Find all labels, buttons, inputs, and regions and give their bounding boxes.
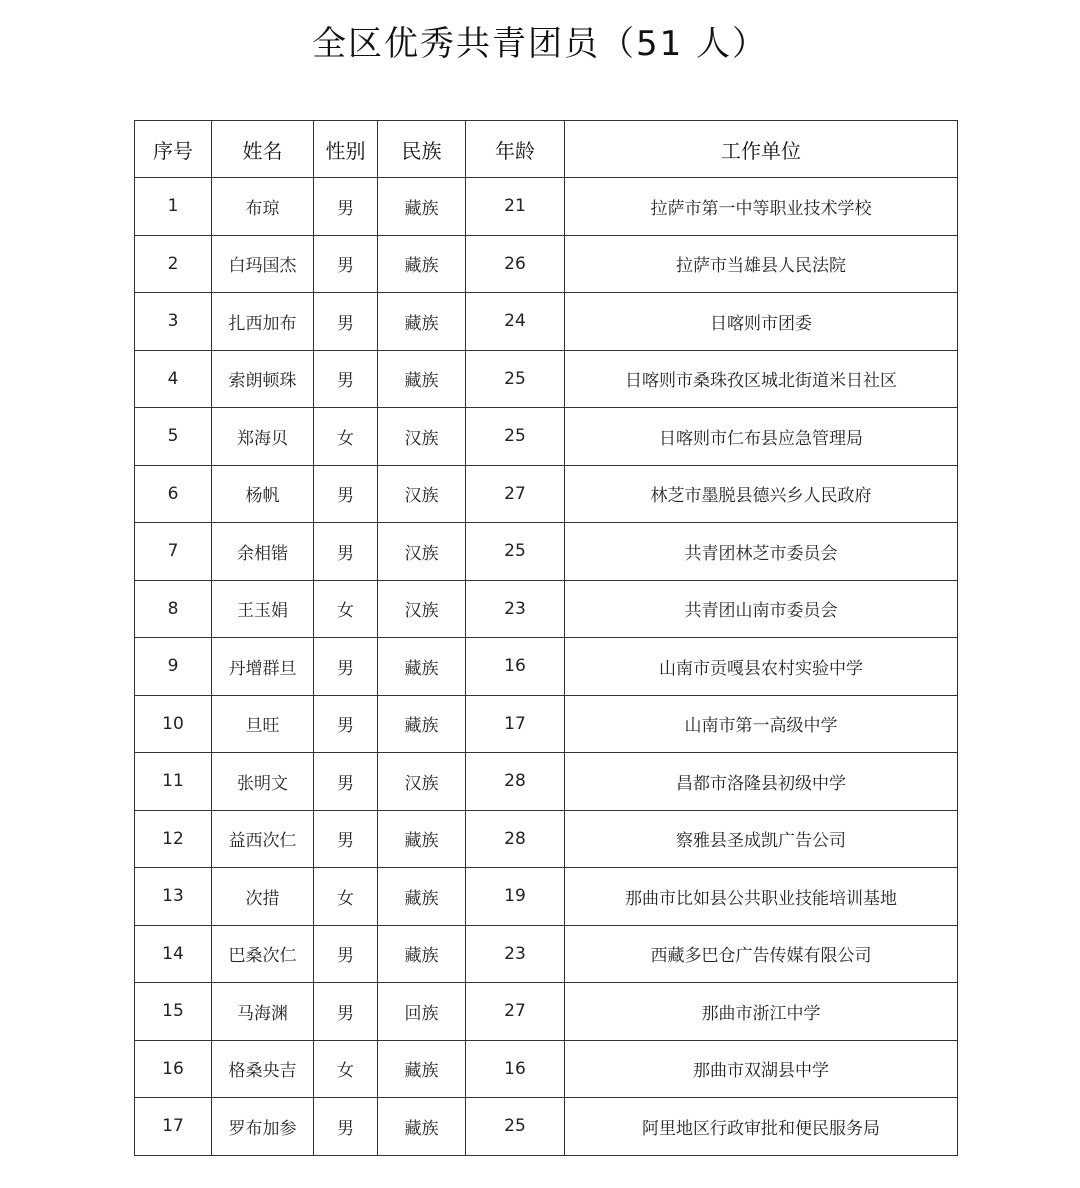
cell-age: 28 bbox=[466, 753, 565, 811]
member-table bbox=[134, 120, 958, 1156]
cell-workplace: 日喀则市仁布县应急管理局 bbox=[565, 408, 958, 466]
cell-workplace: 拉萨市当雄县人民法院 bbox=[565, 235, 958, 293]
cell-workplace: 山南市贡嘎县农村实验中学 bbox=[565, 638, 958, 696]
cell-index: 7 bbox=[135, 523, 212, 581]
cell-name: 杨帆 bbox=[212, 465, 314, 523]
cell-name: 马海渊 bbox=[212, 983, 314, 1041]
cell-ethnicity: 藏族 bbox=[378, 868, 466, 926]
table-header-row bbox=[135, 121, 958, 178]
cell-ethnicity: 回族 bbox=[378, 983, 466, 1041]
cell-name: 索朗顿珠 bbox=[212, 350, 314, 408]
cell-ethnicity: 汉族 bbox=[378, 523, 466, 581]
table-row bbox=[135, 235, 958, 293]
cell-workplace: 西藏多巴仓广告传媒有限公司 bbox=[565, 925, 958, 983]
cell-name: 王玉娟 bbox=[212, 580, 314, 638]
table-row bbox=[135, 350, 958, 408]
cell-ethnicity: 藏族 bbox=[378, 638, 466, 696]
cell-index: 10 bbox=[135, 695, 212, 753]
cell-age: 21 bbox=[466, 178, 565, 236]
table-body bbox=[135, 178, 958, 1156]
cell-ethnicity: 藏族 bbox=[378, 350, 466, 408]
header-workplace: 工作单位 bbox=[565, 121, 958, 178]
cell-index: 2 bbox=[135, 235, 212, 293]
cell-workplace: 那曲市比如县公共职业技能培训基地 bbox=[565, 868, 958, 926]
cell-name: 白玛国杰 bbox=[212, 235, 314, 293]
cell-ethnicity: 汉族 bbox=[378, 465, 466, 523]
cell-index: 16 bbox=[135, 1040, 212, 1098]
table-row bbox=[135, 178, 958, 236]
cell-index: 11 bbox=[135, 753, 212, 811]
cell-gender: 男 bbox=[314, 523, 378, 581]
cell-gender: 男 bbox=[314, 810, 378, 868]
cell-index: 14 bbox=[135, 925, 212, 983]
header-index: 序号 bbox=[135, 121, 212, 178]
cell-ethnicity: 藏族 bbox=[378, 178, 466, 236]
cell-gender: 男 bbox=[314, 983, 378, 1041]
table-row bbox=[135, 983, 958, 1041]
table-row bbox=[135, 753, 958, 811]
cell-name: 益西次仁 bbox=[212, 810, 314, 868]
header-name: 姓名 bbox=[212, 121, 314, 178]
cell-index: 9 bbox=[135, 638, 212, 696]
cell-index: 3 bbox=[135, 293, 212, 351]
cell-workplace: 共青团林芝市委员会 bbox=[565, 523, 958, 581]
cell-gender: 女 bbox=[314, 408, 378, 466]
cell-index: 12 bbox=[135, 810, 212, 868]
cell-workplace: 那曲市双湖县中学 bbox=[565, 1040, 958, 1098]
cell-ethnicity: 汉族 bbox=[378, 408, 466, 466]
cell-ethnicity: 藏族 bbox=[378, 293, 466, 351]
cell-age: 25 bbox=[466, 350, 565, 408]
table-row bbox=[135, 465, 958, 523]
cell-gender: 女 bbox=[314, 580, 378, 638]
cell-name: 扎西加布 bbox=[212, 293, 314, 351]
cell-gender: 女 bbox=[314, 868, 378, 926]
cell-ethnicity: 藏族 bbox=[378, 925, 466, 983]
cell-gender: 男 bbox=[314, 1098, 378, 1156]
table-row bbox=[135, 638, 958, 696]
cell-age: 23 bbox=[466, 925, 565, 983]
cell-index: 15 bbox=[135, 983, 212, 1041]
cell-workplace: 日喀则市桑珠孜区城北街道米日社区 bbox=[565, 350, 958, 408]
cell-age: 26 bbox=[466, 235, 565, 293]
cell-age: 27 bbox=[466, 465, 565, 523]
header-ethnicity: 民族 bbox=[378, 121, 466, 178]
cell-ethnicity: 藏族 bbox=[378, 1040, 466, 1098]
table-row bbox=[135, 408, 958, 466]
table-row bbox=[135, 1040, 958, 1098]
cell-workplace: 山南市第一高级中学 bbox=[565, 695, 958, 753]
header-gender: 性别 bbox=[314, 121, 378, 178]
cell-workplace: 昌都市洛隆县初级中学 bbox=[565, 753, 958, 811]
table-row bbox=[135, 1098, 958, 1156]
cell-index: 6 bbox=[135, 465, 212, 523]
cell-gender: 男 bbox=[314, 753, 378, 811]
table-row bbox=[135, 925, 958, 983]
cell-index: 5 bbox=[135, 408, 212, 466]
cell-age: 27 bbox=[466, 983, 565, 1041]
cell-ethnicity: 藏族 bbox=[378, 810, 466, 868]
cell-workplace: 共青团山南市委员会 bbox=[565, 580, 958, 638]
cell-ethnicity: 汉族 bbox=[378, 580, 466, 638]
cell-name: 丹增群旦 bbox=[212, 638, 314, 696]
cell-age: 16 bbox=[466, 1040, 565, 1098]
cell-name: 罗布加参 bbox=[212, 1098, 314, 1156]
cell-age: 17 bbox=[466, 695, 565, 753]
cell-name: 旦旺 bbox=[212, 695, 314, 753]
cell-gender: 男 bbox=[314, 293, 378, 351]
cell-gender: 男 bbox=[314, 465, 378, 523]
cell-name: 格桑央吉 bbox=[212, 1040, 314, 1098]
table-row bbox=[135, 810, 958, 868]
table-row bbox=[135, 695, 958, 753]
cell-name: 张明文 bbox=[212, 753, 314, 811]
header-age: 年龄 bbox=[466, 121, 565, 178]
cell-age: 25 bbox=[466, 408, 565, 466]
cell-index: 13 bbox=[135, 868, 212, 926]
cell-index: 1 bbox=[135, 178, 212, 236]
cell-gender: 男 bbox=[314, 235, 378, 293]
table-row bbox=[135, 523, 958, 581]
cell-ethnicity: 汉族 bbox=[378, 753, 466, 811]
table-row bbox=[135, 580, 958, 638]
cell-workplace: 察雅县圣成凯广告公司 bbox=[565, 810, 958, 868]
cell-name: 余相锴 bbox=[212, 523, 314, 581]
cell-age: 16 bbox=[466, 638, 565, 696]
cell-index: 4 bbox=[135, 350, 212, 408]
cell-gender: 男 bbox=[314, 695, 378, 753]
page-title: 全区优秀共青团员（51 人） bbox=[311, 24, 769, 64]
cell-workplace: 阿里地区行政审批和便民服务局 bbox=[565, 1098, 958, 1156]
cell-ethnicity: 藏族 bbox=[378, 235, 466, 293]
table-row bbox=[135, 293, 958, 351]
cell-name: 郑海贝 bbox=[212, 408, 314, 466]
cell-age: 24 bbox=[466, 293, 565, 351]
cell-age: 23 bbox=[466, 580, 565, 638]
cell-name: 次措 bbox=[212, 868, 314, 926]
cell-workplace: 林芝市墨脱县德兴乡人民政府 bbox=[565, 465, 958, 523]
cell-gender: 男 bbox=[314, 925, 378, 983]
cell-gender: 男 bbox=[314, 638, 378, 696]
cell-index: 8 bbox=[135, 580, 212, 638]
cell-workplace: 拉萨市第一中等职业技术学校 bbox=[565, 178, 958, 236]
cell-index: 17 bbox=[135, 1098, 212, 1156]
cell-age: 28 bbox=[466, 810, 565, 868]
cell-name: 布琼 bbox=[212, 178, 314, 236]
cell-age: 25 bbox=[466, 523, 565, 581]
cell-gender: 男 bbox=[314, 178, 378, 236]
cell-workplace: 日喀则市团委 bbox=[565, 293, 958, 351]
cell-ethnicity: 藏族 bbox=[378, 695, 466, 753]
cell-workplace: 那曲市浙江中学 bbox=[565, 983, 958, 1041]
cell-age: 25 bbox=[466, 1098, 565, 1156]
cell-name: 巴桑次仁 bbox=[212, 925, 314, 983]
cell-ethnicity: 藏族 bbox=[378, 1098, 466, 1156]
cell-gender: 女 bbox=[314, 1040, 378, 1098]
cell-gender: 男 bbox=[314, 350, 378, 408]
table-row bbox=[135, 868, 958, 926]
cell-age: 19 bbox=[466, 868, 565, 926]
